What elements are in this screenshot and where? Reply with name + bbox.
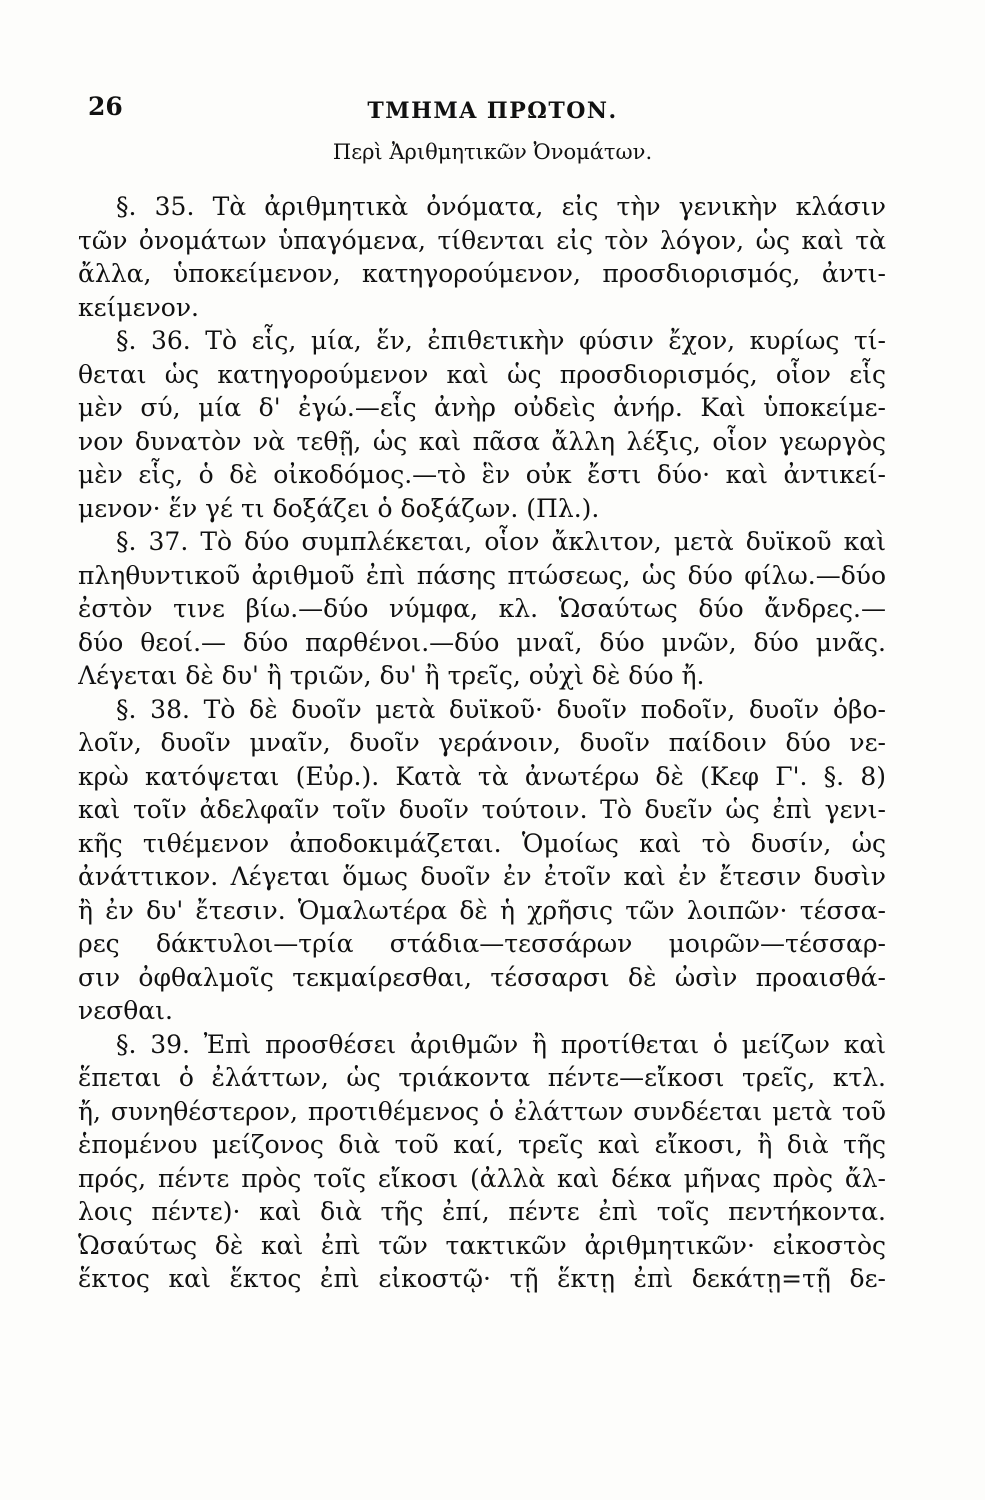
text-line: μὲν σύ, μία δ' ἐγώ.—εἷς ἀνὴρ οὐδεὶς ἀνήρ. Καὶ ὑποκείμε- bbox=[78, 393, 886, 422]
text-line: §. 39. Ἐπὶ προσθέσει ἀριθμῶν ἢ προτίθεται ὁ μείζων καὶ bbox=[116, 1029, 886, 1059]
text-line: κείμενον. bbox=[78, 292, 199, 322]
text-line: ἐστὸν τινε βίω.—δύο νύμφα, κλ. Ὡσαύτως δύο ἄνδρες.— bbox=[78, 594, 886, 623]
text-line: καὶ τοῖν ἀδελφαῖν τοῖν δυοῖν τούτοιν. Τὸ δυεῖν ὡς ἐπὶ γενι- bbox=[78, 795, 886, 824]
page-number: 26 bbox=[88, 92, 123, 121]
text-line: θεται ὡς κατηγορούμενον καὶ ὡς προσδιορισμός, οἷον εἷς bbox=[78, 359, 886, 389]
text-line: §. 38. Τὸ δὲ δυοῖν μετὰ δυϊκοῦ· δυοῖν ποδοῖν, δυοῖν ὀβο- bbox=[116, 694, 886, 724]
text-line: πρός, πέντε πρὸς τοῖς εἴκοσι (ἀλλὰ καὶ δέκα μῆνας πρὸς ἄλ- bbox=[78, 1163, 886, 1193]
text-line: §. 35. Τὰ ἀριθμητικὰ ὀνόματα, εἰς τὴν γενικὴν κλάσιν bbox=[116, 192, 886, 221]
text-line: §. 37. Τὸ δύο συμπλέκεται, οἷον ἄκλιτον, μετὰ δυϊκοῦ καὶ bbox=[116, 527, 886, 556]
text-line: πληθυντικοῦ ἀριθμοῦ ἐπὶ πάσης πτώσεως, ὡς δύο φίλω.—δύο bbox=[78, 560, 886, 590]
text-line: ρες δάκτυλοι—τρία στάδια—τεσσάρων μοιρῶν—τέσσαρ- bbox=[78, 929, 886, 958]
text-line: §. 36. Τὸ εἷς, μία, ἕν, ἐπιθετικὴν φύσιν ἔχον, κυρίως τί- bbox=[116, 326, 886, 355]
text-line: λοῖν, δυοῖν μναῖν, δυοῖν γεράνοιν, δυοῖν παίδοιν δύο νε- bbox=[78, 728, 886, 757]
text-line: τῶν ὀνομάτων ὑπαγόμενα, τίθενται εἰς τὸν λόγον, ὡς καὶ τὰ bbox=[78, 225, 886, 255]
text-line: ἢ ἐν δυ' ἔτεσιν. Ὁμαλωτέρα δὲ ἡ χρῆσις τῶν λοιπῶν· τέσσα- bbox=[78, 895, 886, 925]
running-title: ΤΜΗΜΑ ΠΡΩΤΟΝ. bbox=[367, 98, 618, 124]
text-line: ἑπομένου μείζονος διὰ τοῦ καί, τρεῖς καὶ εἴκοσι, ἢ διὰ τῆς bbox=[78, 1130, 886, 1159]
text-line: Ὡσαύτως δὲ καὶ ἐπὶ τῶν τακτικῶν ἀριθμητικῶν· εἰκοστὸς bbox=[78, 1230, 886, 1260]
text-line: ἕπεται ὁ ἐλάττων, ὡς τριάκοντα πέντε—εἴκοσι τρεῖς, κτλ. bbox=[78, 1063, 886, 1092]
text-line: δύο θεοί.— δύο παρθένοι.—δύο μναῖ, δύο μνῶν, δύο μνᾶς. bbox=[78, 627, 886, 657]
text-line: νον δυνατὸν νὰ τεθῇ, ὡς καὶ πᾶσα ἄλλη λέξις, οἷον γεωργὸς bbox=[78, 426, 886, 456]
text-line: κῆς τιθέμενον ἀποδοκιμάζεται. Ὁμοίως καὶ τὸ δυσίν, ὡς bbox=[78, 828, 886, 858]
text-line: Λέγεται δὲ δυ' ἢ τριῶν, δυ' ἢ τρεῖς, οὐχὶ δὲ δύο ἤ. bbox=[78, 661, 705, 690]
text-line: ἕκτος καὶ ἕκτος ἐπὶ εἰκοστῷ· τῇ ἕκτῃ ἐπὶ δεκάτῃ=τῇ δε- bbox=[78, 1264, 886, 1293]
text-line: ἄλλα, ὑποκείμενον, κατηγορούμενον, προσδιορισμός, ἀντι- bbox=[78, 259, 886, 288]
text-line: μὲν εἷς, ὁ δὲ οἰκοδόμος.—τὸ ἓν οὐκ ἔστι δύο· καὶ ἀντικεί- bbox=[78, 460, 886, 489]
text-line: μενον· ἕν γέ τι δοξάζει ὁ δοξάζων. (Πλ.). bbox=[78, 493, 600, 523]
body-text bbox=[78, 190, 886, 1296]
text-line: σιν ὀφθαλμοῖς τεκμαίρεσθαι, τέσσαρσι δὲ ὠσὶν προαισθά- bbox=[78, 962, 886, 992]
text-line: ἤ, συνηθέστερον, προτιθέμενος ὁ ἐλάττων συνδέεται μετὰ τοῦ bbox=[78, 1096, 886, 1126]
text-line: νεσθαι. bbox=[78, 996, 173, 1025]
text-line: ἀνάττικον. Λέγεται ὅμως δυοῖν ἐν ἐτοῖν καὶ ἐν ἔτεσιν δυσὶν bbox=[78, 862, 886, 891]
text-line: κρὼ κατόψεται (Εὐρ.). Κατὰ τὰ ἀνωτέρω δὲ (Κεφ Γ'. §. 8) bbox=[78, 761, 886, 791]
text-line: λοις πέντε)· καὶ διὰ τῆς ἐπί, πέντε ἐπὶ τοῖς πεντήκοντα. bbox=[78, 1197, 886, 1226]
section-heading: Περὶ Ἀριθμητικῶν Ὀνομάτων. bbox=[332, 140, 653, 164]
